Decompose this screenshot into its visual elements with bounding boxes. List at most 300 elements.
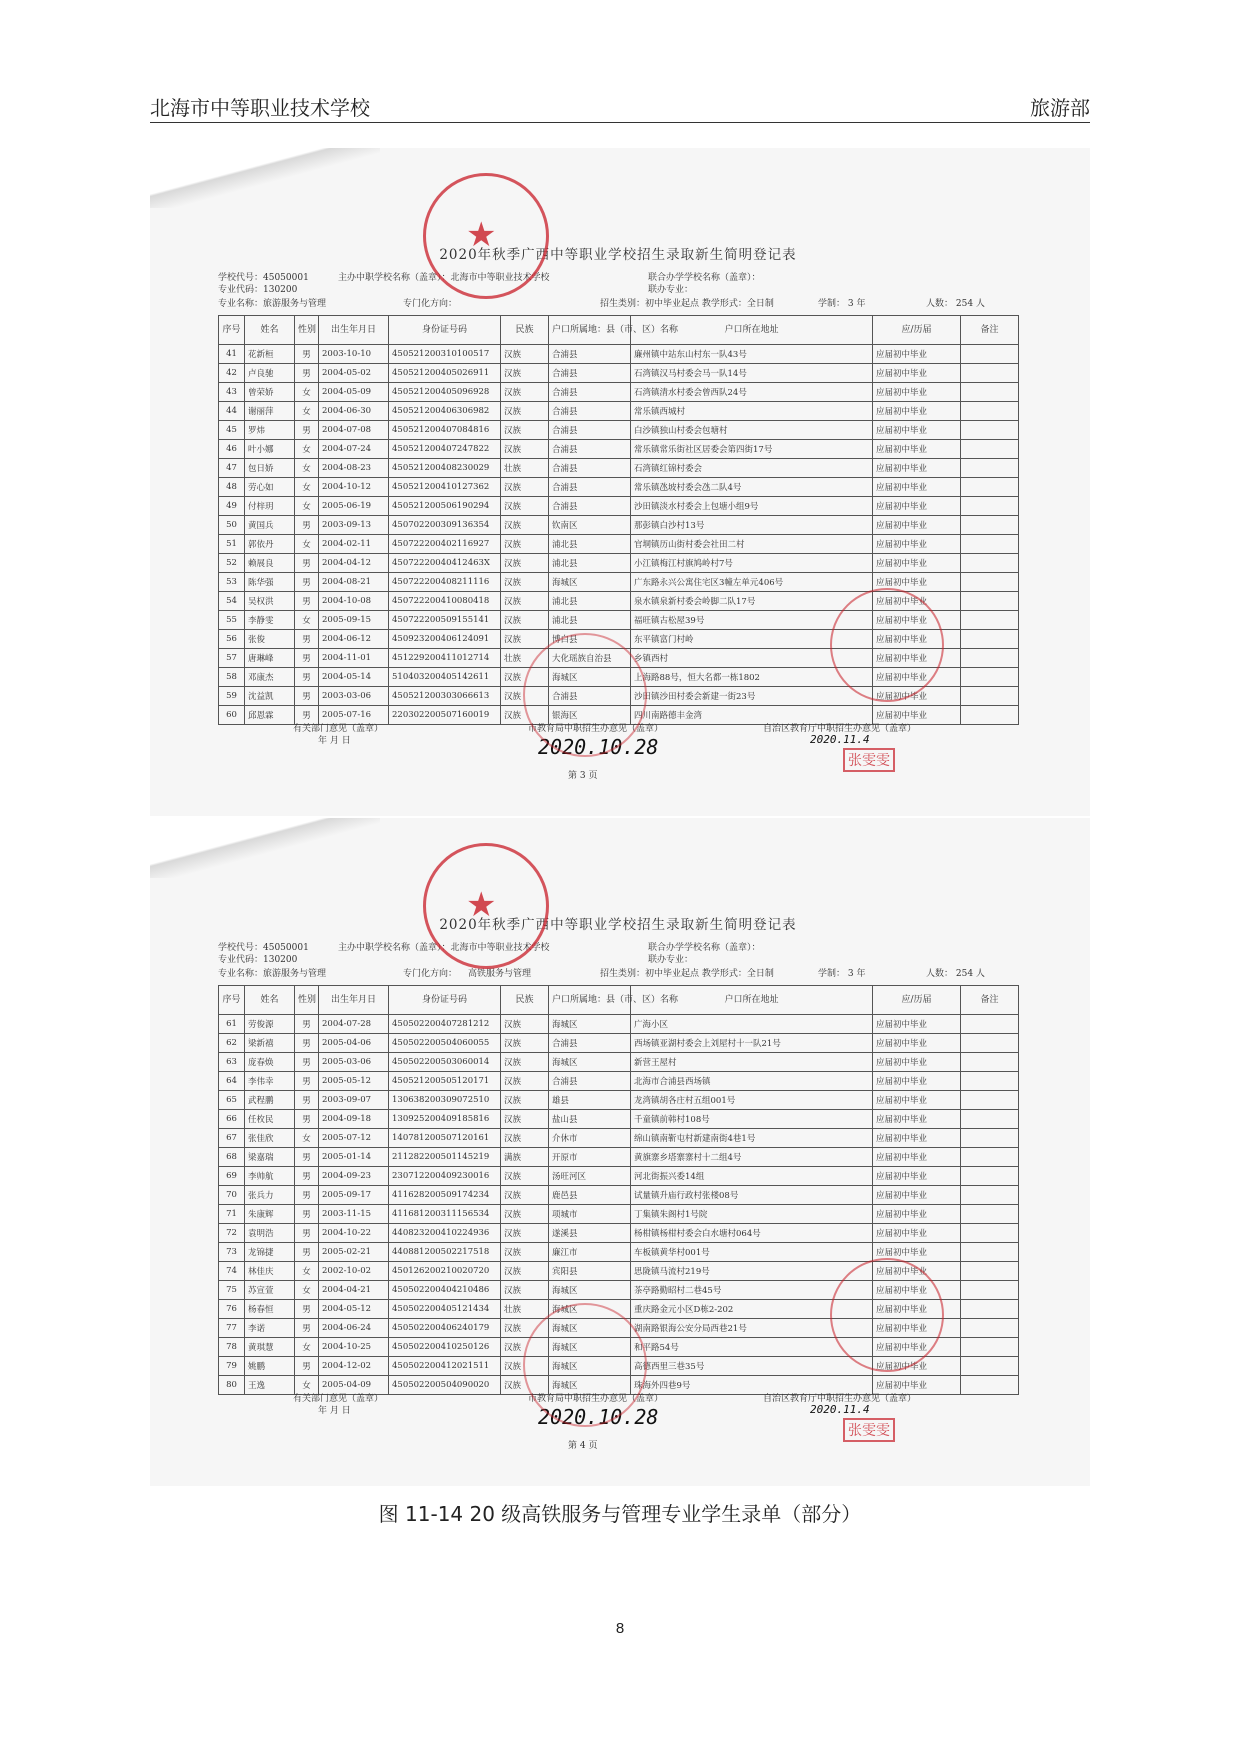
table-cell: 劳俊源 [245,1015,295,1034]
table-cell: 新营王屋村 [631,1053,873,1072]
table-cell: 北海市合浦县西场镇 [631,1072,873,1091]
table-cell: 应届初中毕业 [873,1129,961,1148]
table-cell: 2005-06-19 [319,497,389,516]
table-cell: 应届初中毕业 [873,1167,961,1186]
table-cell: 58 [219,668,245,687]
table-cell: 任枚民 [245,1110,295,1129]
table-cell: 汉族 [501,592,549,611]
table-cell: 75 [219,1281,245,1300]
table-cell [961,383,1019,402]
table-cell: 汉族 [501,1015,549,1034]
table-cell: 2004-04-21 [319,1281,389,1300]
table-cell: 汉族 [501,1129,549,1148]
table-cell: 李帅航 [245,1167,295,1186]
table-cell: 海城区 [549,573,631,592]
table-cell [961,1243,1019,1262]
table-cell: 广东路永兴公寓住宅区3幢左单元406号 [631,573,873,592]
table-cell: 李诺 [245,1319,295,1338]
table-cell: 遂溪县 [549,1224,631,1243]
column-header: 备注 [961,986,1019,1015]
table-cell: 应届初中毕业 [873,1243,961,1262]
table-cell: 汉族 [501,421,549,440]
table-cell: 450502200404210486 [389,1281,501,1300]
table-cell: 应届初中毕业 [873,1015,961,1034]
table-cell: 汉族 [501,1053,549,1072]
table-cell: 78 [219,1338,245,1357]
table-cell: 汉族 [501,554,549,573]
table-cell: 411681200311156534 [389,1205,501,1224]
table-cell: 赖展良 [245,554,295,573]
table-cell: 常乐镇常乐街社区居委会第四街17号 [631,440,873,459]
table-cell [961,1281,1019,1300]
footer-dept-date: 年 月 日 [318,1406,351,1416]
form-title: 2020年秋季广西中等职业学校招生录取新生简明登记表 [439,247,797,263]
table-cell: 2004-10-12 [319,478,389,497]
table-cell: 黄琪慧 [245,1338,295,1357]
table-cell [961,1034,1019,1053]
table-row [219,554,1019,573]
table-cell: 450722200509155141 [389,611,501,630]
table-cell: 应届初中毕业 [873,497,961,516]
table-cell: 应届初中毕业 [873,1053,961,1072]
table-cell: 唐琳峰 [245,649,295,668]
table-cell: 80 [219,1376,245,1395]
table-cell: 2004-10-22 [319,1224,389,1243]
table-cell: 鹿邑县 [549,1186,631,1205]
table-cell: 武程鹏 [245,1091,295,1110]
table-cell: 男 [295,687,319,706]
table-row [219,383,1019,402]
table-cell: 510403200405142611 [389,668,501,687]
table-cell: 62 [219,1034,245,1053]
seal-star-icon: ★ [466,885,497,925]
table-cell: 叶小娜 [245,440,295,459]
table-cell: 应届初中毕业 [873,1148,961,1167]
table-cell: 汉族 [501,1072,549,1091]
direction-label: 专门化方向： [403,299,458,309]
table-cell [961,573,1019,592]
column-header: 姓名 [245,316,295,345]
table-cell: 朱康辉 [245,1205,295,1224]
table-cell: 2004-11-01 [319,649,389,668]
table-cell: 浦北县 [549,592,631,611]
registration-form [218,215,1018,803]
table-cell [961,611,1019,630]
table-cell: 汉族 [501,1338,549,1357]
table-cell: 沙田镇淡水村委会上包塘小组9号 [631,497,873,516]
scan-shadow-corner [150,148,380,208]
table-cell [961,1053,1019,1072]
table-cell: 海城区 [549,1015,631,1034]
registration-form [218,885,1018,1473]
table-cell: 女 [295,1262,319,1281]
table-cell: 450502200504090020 [389,1376,501,1395]
table-cell: 男 [295,1319,319,1338]
page-header [150,92,1090,123]
table-row [219,364,1019,383]
table-cell: 2003-11-15 [319,1205,389,1224]
table-cell [961,1167,1019,1186]
table-cell: 450502200405121434 [389,1300,501,1319]
table-row [219,345,1019,364]
table-cell: 55 [219,611,245,630]
table-cell: 61 [219,1015,245,1034]
table-cell: 汉族 [501,402,549,421]
table-cell: 花新桓 [245,345,295,364]
table-row [219,1167,1019,1186]
table-cell: 汉族 [501,573,549,592]
table-cell: 湖南路银海公安分局西巷21号 [631,1319,873,1338]
table-cell: 汉族 [501,364,549,383]
table-cell: 男 [295,1053,319,1072]
table-cell: 72 [219,1224,245,1243]
table-cell [961,706,1019,725]
table-cell: 女 [295,1338,319,1357]
table-cell: 上海路88号，恒大名都一栋1802 [631,668,873,687]
table-cell: 李伟幸 [245,1072,295,1091]
table-cell: 男 [295,1300,319,1319]
table-cell: 罗炜 [245,421,295,440]
table-cell: 45072220040412463X [389,554,501,573]
major-code: 专业代码：130200 [218,285,298,295]
table-cell [961,1072,1019,1091]
table-cell: 石湾镇红锦村委会 [631,459,873,478]
enroll-info: 招生类别：初中毕业起点 教学形式：全日制 [600,969,774,979]
table-cell: 450521200406306982 [389,402,501,421]
table-cell: 男 [295,1357,319,1376]
table-cell: 2004-12-02 [319,1357,389,1376]
table-cell [961,687,1019,706]
table-cell: 43 [219,383,245,402]
column-header: 序号 [219,316,245,345]
table-cell: 茶亭路勤昭村二巷45号 [631,1281,873,1300]
table-cell: 雄县 [549,1091,631,1110]
table-cell [961,1224,1019,1243]
table-cell: 2005-09-15 [319,611,389,630]
column-header: 备注 [961,316,1019,345]
figure-caption: 图 11-14 20 级高铁服务与管理专业学生录单（部分） [378,1502,862,1526]
table-cell: 满族 [501,1148,549,1167]
table-cell: 2003-10-10 [319,345,389,364]
table-cell: 李静雯 [245,611,295,630]
column-header: 户口所在地址 [631,986,873,1015]
table-row [219,1224,1019,1243]
table-cell: 官垌镇历山街村委会社田二村 [631,535,873,554]
table-cell: 海城区 [549,668,631,687]
table-cell: 男 [295,1224,319,1243]
table-cell: 450502200503060014 [389,1053,501,1072]
table-cell: 男 [295,1015,319,1034]
table-cell: 思陇镇马流村219号 [631,1262,873,1281]
table-cell: 常乐镇氹坡村委会氹二队4号 [631,478,873,497]
table-cell: 2005-01-14 [319,1148,389,1167]
table-cell: 苏宣萱 [245,1281,295,1300]
table-cell: 张俊 [245,630,295,649]
table-cell: 450702200309136354 [389,516,501,535]
footer-dept-opinion: 有关部门意见（盖章） [293,724,384,734]
table-cell: 女 [295,383,319,402]
table-cell [961,1338,1019,1357]
table-cell: 230712200409230016 [389,1167,501,1186]
column-header: 姓名 [245,986,295,1015]
table-cell: 博白县 [549,630,631,649]
table-cell: 2005-09-17 [319,1186,389,1205]
table-cell [961,1376,1019,1395]
table-cell [961,421,1019,440]
table-cell: 56 [219,630,245,649]
scan-page-label: 第 3 页 [568,771,598,781]
table-cell: 2004-09-18 [319,1110,389,1129]
table-cell: 银海区 [549,706,631,725]
scanned-form-page-3 [150,148,1090,816]
table-row [219,1110,1019,1129]
table-cell: 河北街振兴委14组 [631,1167,873,1186]
table-cell: 应届初中毕业 [873,1186,961,1205]
table-cell: 2004-05-12 [319,1300,389,1319]
region-seal-right [830,588,944,702]
table-cell: 71 [219,1205,245,1224]
table-cell: 2004-10-08 [319,592,389,611]
table-cell: 海城区 [549,1319,631,1338]
table-cell: 130638200309072510 [389,1091,501,1110]
page-number: 8 [615,1620,625,1637]
table-cell: 53 [219,573,245,592]
table-cell: 汉族 [501,440,549,459]
table-cell: 男 [295,421,319,440]
footer-dept-opinion: 有关部门意见（盖章） [293,1394,384,1404]
table-cell [961,497,1019,516]
column-header: 户口所属地：县（市、区）名称 [549,986,631,1015]
table-cell: 应届初中毕业 [873,554,961,573]
column-header: 出生年月日 [319,986,389,1015]
table-cell: 70 [219,1186,245,1205]
table-cell: 重庆路金元小区D栋2-202 [631,1300,873,1319]
footer-city-opinion: 市教育局中职招生办意见（盖章） [528,1394,664,1404]
table-cell: 2005-04-09 [319,1376,389,1395]
table-cell: 2004-07-24 [319,440,389,459]
table-cell: 应届初中毕业 [873,592,961,611]
header-school-name: 北海市中等职业技术学校 [150,96,370,120]
table-cell: 福旺镇古松屋39号 [631,611,873,630]
table-cell: 应届初中毕业 [873,440,961,459]
table-cell: 白沙镇独山村委会包塘村 [631,421,873,440]
table-cell [961,1015,1019,1034]
table-cell: 男 [295,630,319,649]
column-header: 应/历届 [873,316,961,345]
table-cell: 汉族 [501,611,549,630]
table-cell: 2004-10-25 [319,1338,389,1357]
table-cell [961,1091,1019,1110]
table-cell [961,668,1019,687]
table-cell: 女 [295,402,319,421]
table-row [219,1205,1019,1224]
table-cell: 450722200402116927 [389,535,501,554]
table-cell: 450521200310100517 [389,345,501,364]
table-cell: 450502200504060055 [389,1034,501,1053]
table-cell: 陈华强 [245,573,295,592]
table-cell: 男 [295,1186,319,1205]
table-cell: 泉水镇泉新村委会岭脚二队17号 [631,592,873,611]
school-code: 学校代号：45050001 [218,273,309,283]
column-header: 户口所属地：县（市、区）名称 [549,316,631,345]
table-cell [961,1319,1019,1338]
student-count: 人数： 254 人 [926,969,985,979]
table-cell: 王逸 [245,1376,295,1395]
table-row [219,1148,1019,1167]
table-cell [961,440,1019,459]
table-cell: 郭依丹 [245,535,295,554]
table-cell: 廉州镇中站东山村东一队43号 [631,345,873,364]
table-cell: 2004-07-28 [319,1015,389,1034]
table-cell: 450502200410250126 [389,1338,501,1357]
table-cell: 应届初中毕业 [873,1300,961,1319]
table-cell: 男 [295,364,319,383]
table-cell: 汉族 [501,687,549,706]
city-seal-bottom [523,633,647,757]
table-cell: 41 [219,345,245,364]
table-cell: 男 [295,668,319,687]
table-cell: 试量镇升庙行政村张楼08号 [631,1186,873,1205]
table-cell: 女 [295,1376,319,1395]
column-header: 序号 [219,986,245,1015]
table-cell: 男 [295,1243,319,1262]
table-cell: 50 [219,516,245,535]
column-header: 性别 [295,316,319,345]
table-cell: 2004-06-30 [319,402,389,421]
table-cell: 76 [219,1300,245,1319]
table-cell [961,1129,1019,1148]
table-cell: 2004-06-12 [319,630,389,649]
seal-star-icon: ★ [466,215,497,255]
table-cell: 男 [295,573,319,592]
table-cell: 应届初中毕业 [873,383,961,402]
table-cell: 450521200303066613 [389,687,501,706]
table-cell: 绵山镇南靳屯村新建南街4巷1号 [631,1129,873,1148]
table-cell: 壮族 [501,459,549,478]
table-cell: 庞春焕 [245,1053,295,1072]
table-cell: 451229200411012714 [389,649,501,668]
table-cell: 高德西里三巷35号 [631,1357,873,1376]
direction-label: 专门化方向： [403,969,458,979]
table-cell: 邓康杰 [245,668,295,687]
table-cell: 石湾镇清水村委会曾西队24号 [631,383,873,402]
column-header: 民族 [501,316,549,345]
table-cell [961,402,1019,421]
table-cell: 丁集镇朱阁村1号院 [631,1205,873,1224]
table-cell: 汉族 [501,1224,549,1243]
table-cell: 45 [219,421,245,440]
table-cell: 车板镇黄华村001号 [631,1243,873,1262]
scan-shadow-corner [150,818,380,878]
table-cell: 450521200407084816 [389,421,501,440]
table-cell: 应届初中毕业 [873,345,961,364]
column-header: 应/历届 [873,986,961,1015]
table-cell: 应届初中毕业 [873,706,961,725]
table-cell: 沙田镇沙田村委会新建一街23号 [631,687,873,706]
table-cell: 合浦县 [549,478,631,497]
table-cell: 男 [295,1167,319,1186]
table-cell: 411628200509174234 [389,1186,501,1205]
table-cell: 2004-05-02 [319,364,389,383]
table-cell: 应届初中毕业 [873,611,961,630]
table-cell: 2003-03-06 [319,687,389,706]
table-cell: 汉族 [501,1262,549,1281]
table-cell: 66 [219,1110,245,1129]
table-cell: 男 [295,1148,319,1167]
table-cell: 合浦县 [549,1034,631,1053]
table-cell: 48 [219,478,245,497]
table-cell: 合浦县 [549,459,631,478]
table-cell: 卢良驰 [245,364,295,383]
table-cell: 450521200405096928 [389,383,501,402]
table-cell [961,1186,1019,1205]
table-cell [961,630,1019,649]
table-cell: 龙湾镇胡各庄村五组001号 [631,1091,873,1110]
table-cell: 79 [219,1357,245,1376]
table-cell: 2005-04-06 [319,1034,389,1053]
table-cell: 应届初中毕业 [873,687,961,706]
table-cell [961,1205,1019,1224]
table-cell: 65 [219,1091,245,1110]
table-cell: 2004-05-09 [319,383,389,402]
table-cell: 42 [219,364,245,383]
table-cell: 合浦县 [549,345,631,364]
table-cell: 合浦县 [549,440,631,459]
header-department: 旅游部 [1030,96,1090,120]
table-cell: 2005-07-16 [319,706,389,725]
table-cell: 合浦县 [549,402,631,421]
table-cell: 吴权洪 [245,592,295,611]
table-cell: 千童镇前韩村108号 [631,1110,873,1129]
table-cell: 应届初中毕业 [873,1091,961,1110]
table-cell: 汉族 [501,516,549,535]
table-cell: 2003-09-13 [319,516,389,535]
table-cell: 63 [219,1053,245,1072]
table-cell: 袁明浩 [245,1224,295,1243]
table-cell: 74 [219,1262,245,1281]
column-header: 民族 [501,986,549,1015]
table-cell: 男 [295,649,319,668]
table-cell: 应届初中毕业 [873,478,961,497]
table-cell: 52 [219,554,245,573]
table-row [219,478,1019,497]
table-cell: 男 [295,1110,319,1129]
table-cell: 64 [219,1072,245,1091]
table-cell: 44 [219,402,245,421]
table-cell: 54 [219,592,245,611]
table-cell: 合浦县 [549,687,631,706]
table-cell: 包日娇 [245,459,295,478]
table-cell: 梁嘉瑞 [245,1148,295,1167]
table-cell: 应届初中毕业 [873,1357,961,1376]
table-cell: 石湾镇汉马村委会马一队14号 [631,364,873,383]
table-cell: 59 [219,687,245,706]
handwritten-date-city: 2020.10.28 [538,1405,659,1429]
table-cell: 450126200210020720 [389,1262,501,1281]
table-cell: 60 [219,706,245,725]
major-code: 专业代码：130200 [218,955,298,965]
table-row [219,1072,1019,1091]
table-cell: 海城区 [549,1281,631,1300]
table-cell: 450521200410127362 [389,478,501,497]
table-cell: 汉族 [501,1281,549,1300]
table-cell: 女 [295,497,319,516]
table-cell: 应届初中毕业 [873,668,961,687]
table-cell [961,592,1019,611]
table-row [219,535,1019,554]
table-cell: 盐山县 [549,1110,631,1129]
table-row [219,1129,1019,1148]
